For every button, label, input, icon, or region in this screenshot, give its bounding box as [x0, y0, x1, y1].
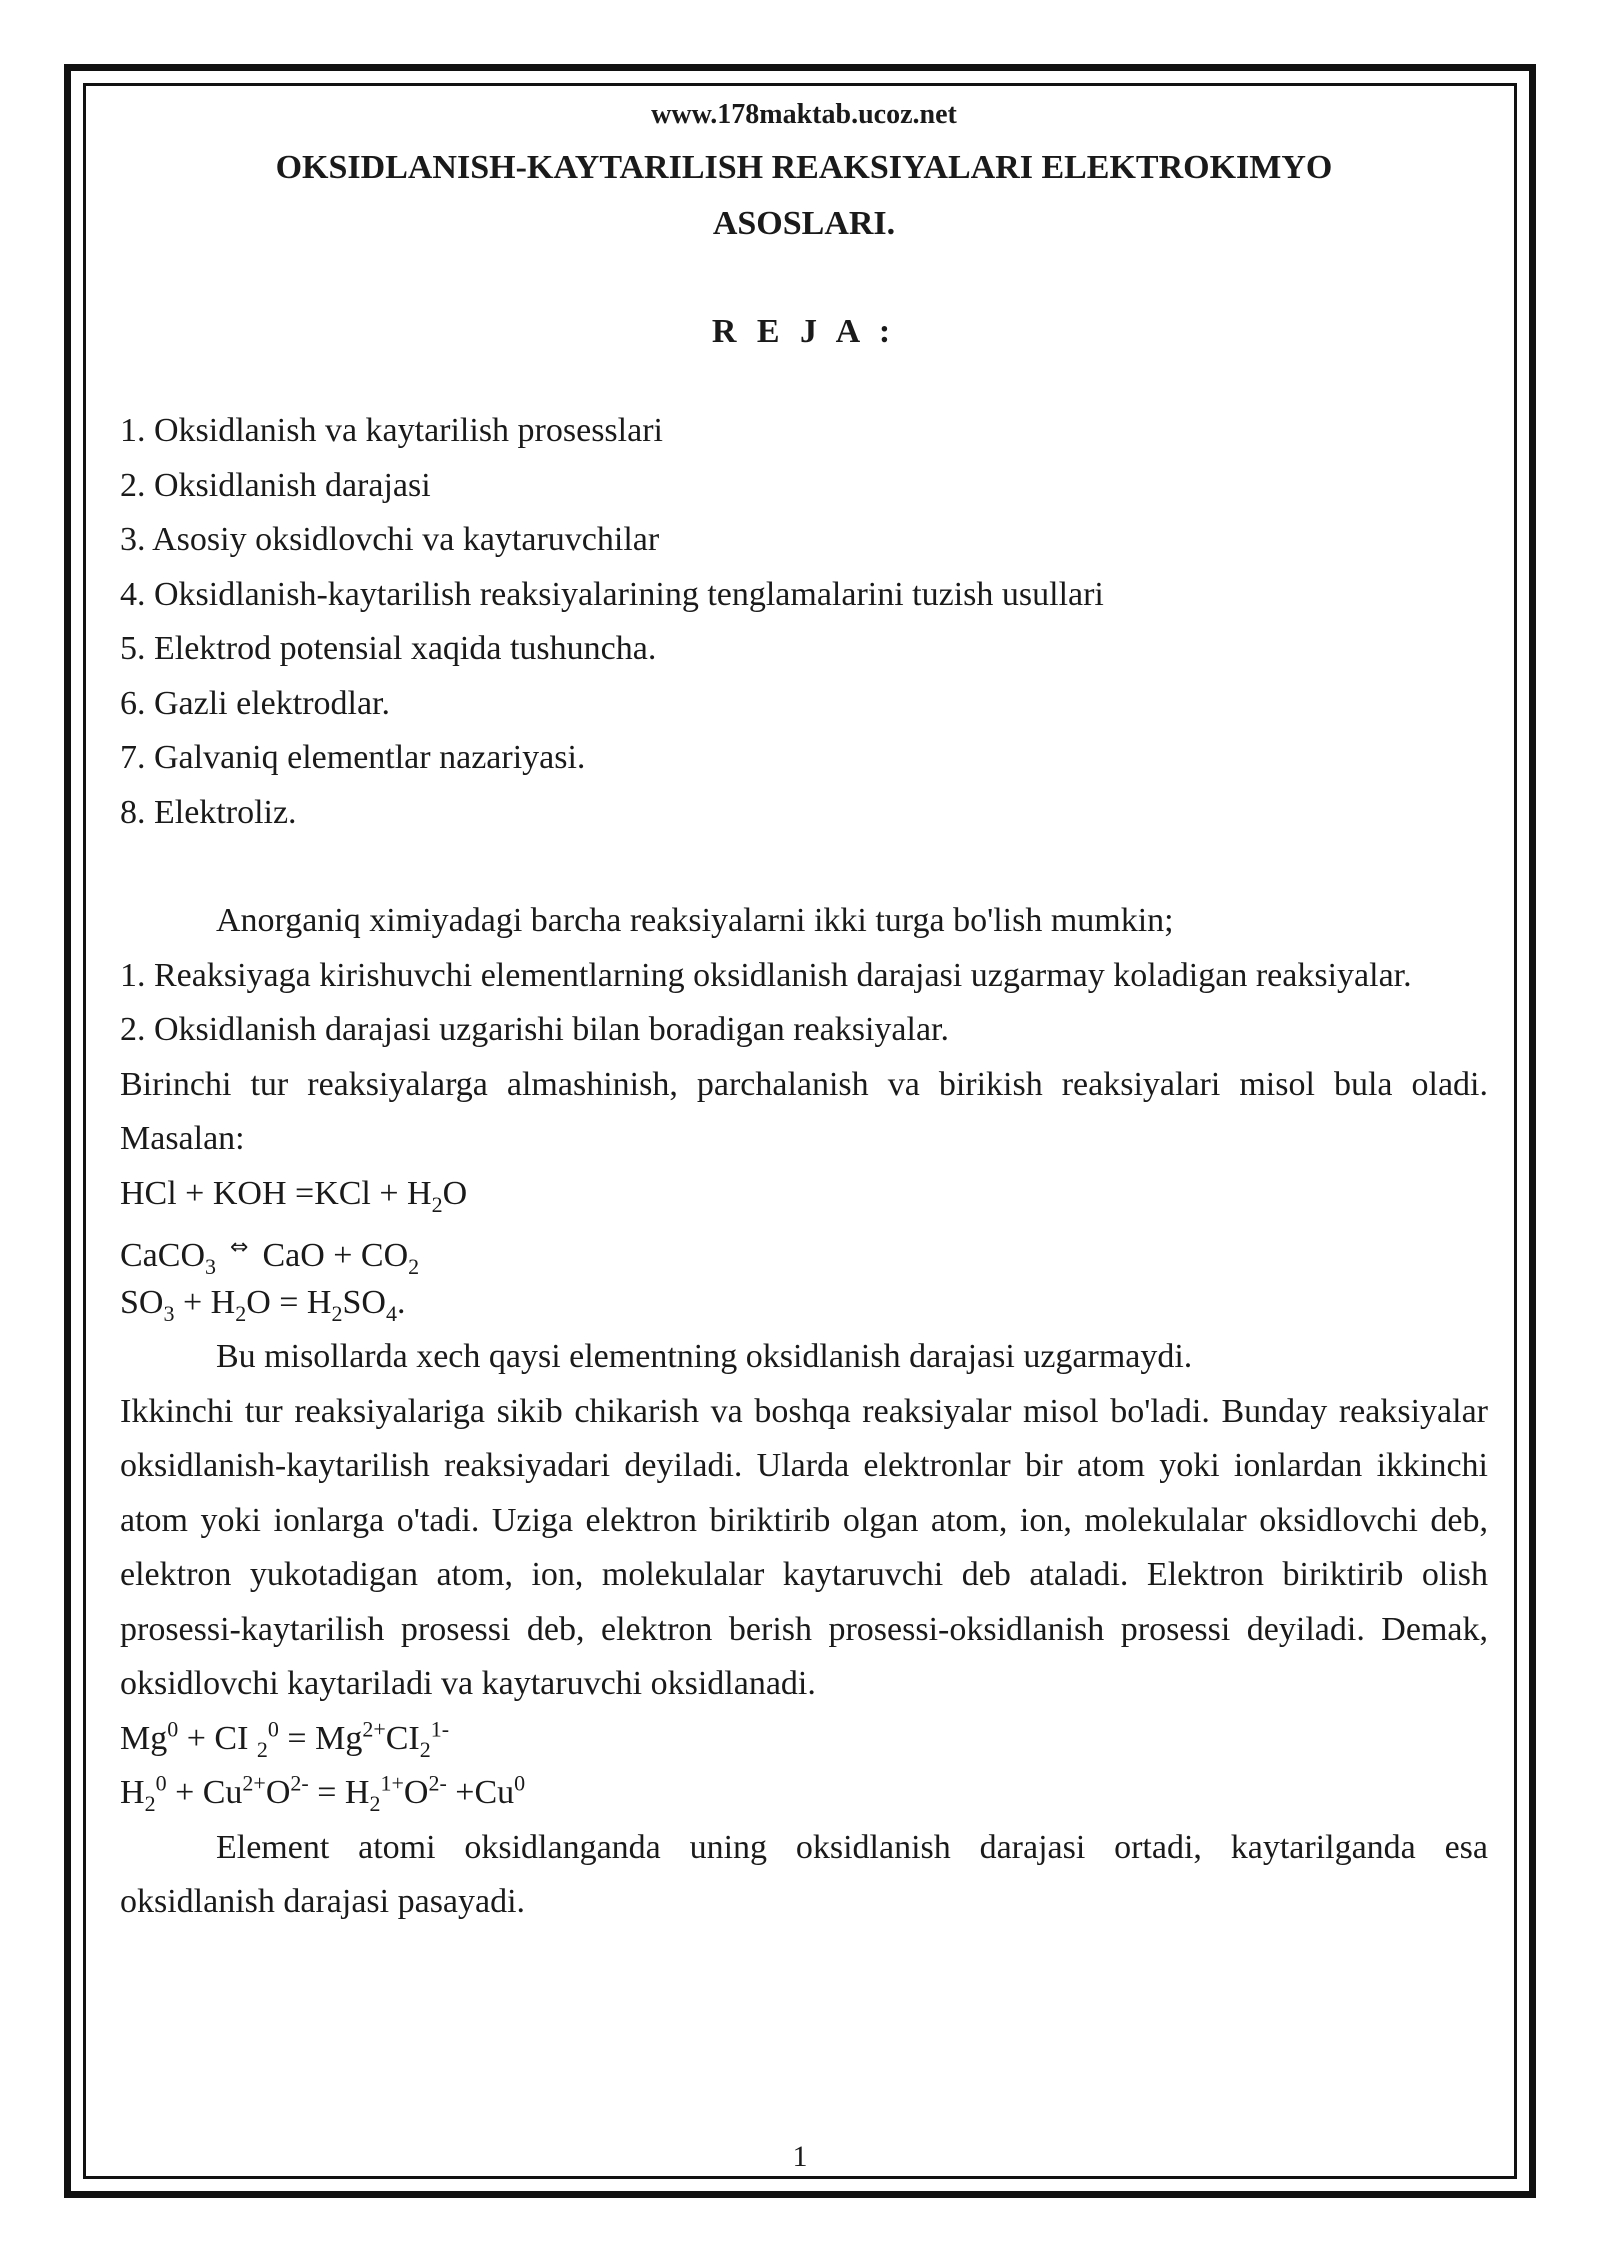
- paragraph: Bu misollarda xech qaysi elementning oksidlanish darajasi uzgarmaydi.: [216, 1338, 1193, 1375]
- paragraph: 2. Oksidlanish darajasi uzgarishi bilan boradigan reaksiyalar.: [120, 1011, 949, 1048]
- plan-list: [120, 404, 1488, 840]
- equation-1: HCl + KOH $=KCl + H_2O$: [120, 1174, 468, 1217]
- plan-item: 2. Oksidlanish darajasi: [120, 466, 431, 504]
- body-text: [120, 894, 1488, 1930]
- plan-item: 5. Elektrod potensial xaqida tushuncha.: [120, 630, 657, 667]
- plan-heading: R E J A :: [711, 313, 897, 350]
- site-url: www.178maktab.ucoz.net: [651, 99, 957, 130]
- plan-item: 8. Elektroliz.: [120, 793, 297, 831]
- plan-item: 1. Oksidlanish va kaytarilish prosesslari: [120, 412, 663, 449]
- equilibrium-arrow-icon: ⇔: [230, 1235, 249, 1260]
- page-number: 1: [792, 2140, 808, 2173]
- plan-item: 3. Asosiy oksidlovchi va kaytaruvchilar: [120, 521, 660, 558]
- paragraph: Element atomi oksidlanganda uning oksidlanish darajasi ortadi, kaytarilganda esa oksidlanish darajasi pasayadi.: [120, 1828, 1488, 1920]
- title-line-1: OKSIDLANISH-KAYTARILISH REAKSIYALARI ELEKTROKIMYO: [275, 149, 1333, 186]
- plan-item: 6. Gazli elektrodlar.: [120, 684, 391, 722]
- plan-item: 7. Galvaniq elementlar nazariyasi.: [120, 739, 586, 776]
- paragraph: Anorganiq ximiyadagi barcha reaksiyalarni ikki turga bo'lish mumkin;: [216, 902, 1174, 939]
- equation-5: $H_2^0 + Cu^{2+}O^{2-} = H_2^{1+}O^{2-} +Cu^0$: [120, 1770, 526, 1816]
- paragraph: Birinchi tur reaksiyalarga almashinish, parchalanish va birikish reaksiyalari misol bula oladi. Masalan:: [120, 1065, 1488, 1157]
- equation-2: CaCO$_3$⇔ CaO + $CO_2$: [120, 1221, 1488, 1276]
- title-line-2: ASOSLARI.: [712, 205, 896, 242]
- document-title: [120, 140, 1488, 252]
- equation-4: $Mg^0$ + CI $_2^0 = Mg^{2+}CI_2^{1-}$: [120, 1716, 450, 1762]
- equation-3: $SO_3 + H_2O = H_2SO_4$.: [120, 1283, 406, 1326]
- paragraph: Ikkinchi tur reaksiyalariga sikib chikarish va boshqa reaksiyalar misol bo'ladi. Bunday reaksiyalar oksidlanish-kaytarilish reaksiyadari deyiladi. Ularda elektronlar bir atom yoki ionlardan ikkinchi atom yoki ionlarga o'tadi. Uziga elektron biriktirib olgan atom, ion, molekulalar oksidlovchi deb, elektron yukotadigan atom, ion, molekulalar kaytaruvchi deb ataladi. Elektron biriktirib olish prosessi-kaytarilish prosessi deb, elektron berish prosessi-oksidlanish prosessi deyiladi. Demak, oksidlovchi kaytariladi va kaytaruvchi oksidlanadi.: [120, 1392, 1488, 1702]
- page-content: [120, 90, 1488, 1930]
- plan-item: 4. Oksidlanish-kaytarilish reaksiyalarining tenglamalarini tuzish usullari: [120, 575, 1104, 613]
- paragraph: 1. Reaksiyaga kirishuvchi elementlarning oksidlanish darajasi uzgarmay koladigan reaksiyalar.: [120, 956, 1412, 994]
